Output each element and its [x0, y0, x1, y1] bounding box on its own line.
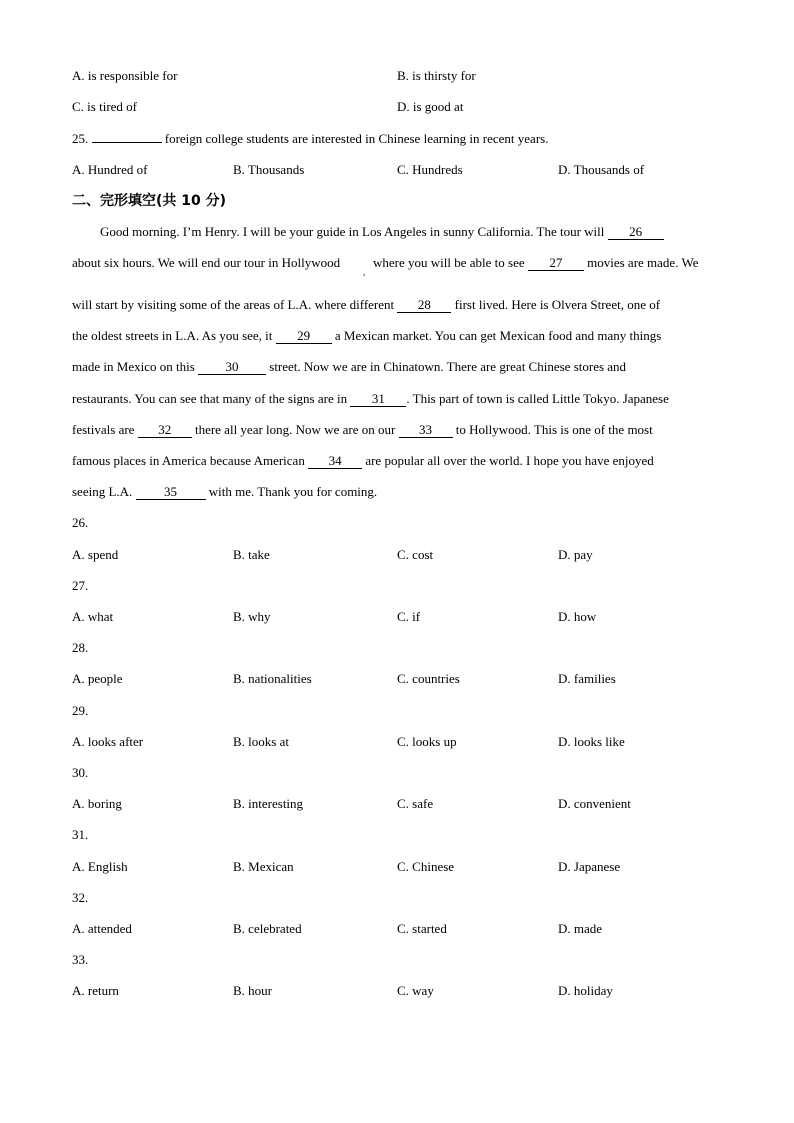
passage-line-4: [72, 328, 661, 344]
option-a: A. what: [72, 609, 114, 624]
option-b: B. why: [233, 609, 271, 624]
option-a: A. return: [72, 983, 119, 998]
passage-line-8: [72, 453, 654, 469]
passage-text: movies are made. We: [583, 255, 699, 270]
blank-32: 32: [138, 423, 192, 438]
passage-text: . This part of town is called Little Tokyo. Japanese: [406, 391, 669, 406]
q24-option-b: B. is thirsty for: [397, 68, 476, 83]
option-b: B. take: [233, 547, 270, 562]
blank-34: 34: [308, 454, 362, 469]
option-b: B. celebrated: [233, 921, 302, 936]
passage-text: there all year long. Now we are on our: [191, 422, 399, 437]
question-number: 29.: [72, 703, 89, 718]
passage-text: Good morning. I’m Henry. I will be your guide in Los Angeles in sunny California. The tour will: [100, 224, 608, 239]
question-number: 28.: [72, 640, 89, 655]
option-a: A. attended: [72, 921, 132, 936]
option-b: B. Mexican: [233, 859, 294, 874]
q25-number: 25.: [72, 131, 89, 146]
option-a: A. people: [72, 671, 123, 686]
option-b: B. nationalities: [233, 671, 312, 686]
option-a: A. looks after: [72, 734, 144, 749]
blank-27: 27: [528, 256, 584, 271]
option-b: B. hour: [233, 983, 272, 998]
passage-line-9: [72, 484, 377, 500]
question-number: 32.: [72, 890, 89, 905]
option-c: C. Chinese: [397, 859, 455, 874]
option-c: C. way: [397, 983, 434, 998]
blank-30: 30: [198, 360, 266, 375]
option-a: A. boring: [72, 796, 122, 811]
passage-text: will start by visiting some of the areas of L.A. where different: [72, 297, 398, 312]
passage-text: about six hours. We will end our tour in Hollywood: [72, 255, 341, 270]
passage-line-3: [72, 297, 660, 313]
option-c: C. countries: [397, 671, 460, 686]
question-number: 33.: [72, 952, 89, 967]
passage-text: to Hollywood. This is one of the most: [452, 422, 653, 437]
blank-33: 33: [399, 423, 453, 438]
q24-option-c: C. is tired of: [72, 99, 137, 114]
passage-text: first lived. Here is Olvera Street, one of: [451, 297, 661, 312]
passage-text: made in Mexico on this: [72, 359, 199, 374]
passage-text: where you will be able to see: [373, 255, 528, 270]
q25-stem: foreign college students are interested in Chinese learning in recent years.: [161, 131, 549, 146]
blank-28: 28: [397, 298, 451, 313]
passage-line-7: [72, 422, 653, 438]
option-a: A. spend: [72, 547, 119, 562]
blank-35: 35: [136, 485, 206, 500]
q25-option-b: B. Thousands: [233, 162, 305, 177]
option-c: C. safe: [397, 796, 434, 811]
q24-option-a: A. is responsible for: [72, 68, 178, 83]
passage-text: the oldest streets in L.A. As you see, it: [72, 328, 276, 343]
blank-29: 29: [276, 329, 332, 344]
section-heading-cloze: 二、完形填空(共 10 分): [72, 193, 227, 209]
option-b: B. interesting: [233, 796, 304, 811]
q25-option-d: D. Thousands of: [558, 162, 645, 177]
option-d: D. looks like: [558, 734, 625, 749]
passage-text: festivals are: [72, 422, 138, 437]
option-d: D. made: [558, 921, 603, 936]
option-a: A. English: [72, 859, 128, 874]
option-d: D. holiday: [558, 983, 613, 998]
q25-option-a: A. Hundred of: [72, 162, 148, 177]
passage-text: restaurants. You can see that many of the signs are in: [72, 391, 351, 406]
passage-text: with me. Thank you for coming.: [205, 484, 378, 499]
blank-31: 31: [350, 392, 406, 407]
passage-text: famous places in America because American: [72, 453, 309, 468]
passage-text: street. Now we are in Chinatown. There are great Chinese stores and: [266, 359, 627, 374]
q25-blank: [92, 142, 162, 143]
option-d: D. pay: [558, 547, 593, 562]
question-number: 30.: [72, 765, 89, 780]
passage-line-6: [72, 391, 669, 407]
option-c: C. looks up: [397, 734, 457, 749]
option-d: D. how: [558, 609, 597, 624]
passage-line-2b: [373, 255, 698, 271]
option-d: D. convenient: [558, 796, 631, 811]
question-number: 31.: [72, 827, 89, 842]
passage-text: a Mexican market. You can get Mexican food and many things: [331, 328, 662, 343]
question-number: 26.: [72, 515, 89, 530]
blank-26: 26: [608, 225, 664, 240]
option-c: C. cost: [397, 547, 434, 562]
option-b: B. looks at: [233, 734, 289, 749]
passage-line-2: [72, 255, 340, 271]
option-d: D. Japanese: [558, 859, 621, 874]
passage-text: are popular all over the world. I hope you have enjoyed: [362, 453, 654, 468]
passage-line-1: [100, 224, 664, 240]
option-c: C. started: [397, 921, 447, 936]
option-c: C. if: [397, 609, 421, 624]
q25-option-c: C. Hundreds: [397, 162, 463, 177]
passage-text: seeing L.A.: [72, 484, 136, 499]
stray-comma-mark: ,: [363, 267, 366, 277]
question-number: 27.: [72, 578, 89, 593]
option-d: D. families: [558, 671, 616, 686]
q25-stem-line: [72, 131, 548, 147]
q24-option-d: D. is good at: [397, 99, 464, 114]
passage-line-5: [72, 359, 626, 375]
